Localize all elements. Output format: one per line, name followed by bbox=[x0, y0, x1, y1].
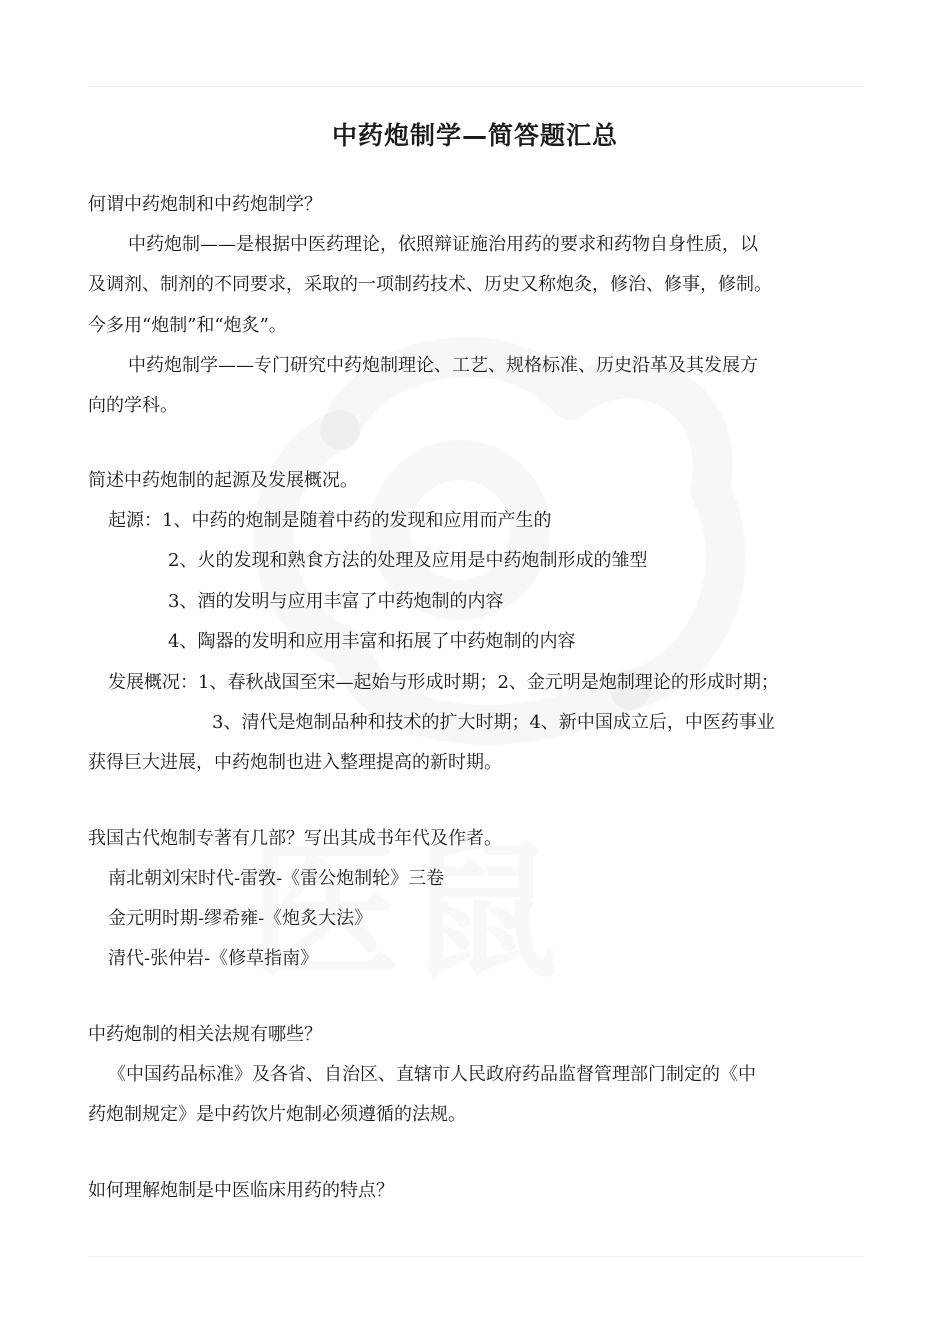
list-item: 南北朝刘宋时代-雷敩-《雷公炮制轮》三卷 bbox=[108, 868, 445, 889]
question-1-heading: 何谓中药炮制和中药炮制学？ bbox=[88, 194, 322, 215]
paragraph-line: 《中国药品标准》及各省、自治区、直辖市人民政府药品监督管理部门制定的《中 bbox=[108, 1064, 756, 1085]
question-4-heading: 中药炮制的相关法规有哪些？ bbox=[88, 1024, 322, 1045]
list-item: 清代-张仲岩-《修草指南》 bbox=[108, 948, 319, 969]
page-title: 中药炮制学—简答题汇总 bbox=[331, 121, 618, 150]
list-item: 4、陶器的发明和应用丰富和拓展了中药炮制的内容 bbox=[168, 631, 576, 652]
paragraph-line: 今多用“炮制”和“炮炙”。 bbox=[88, 315, 287, 336]
question-3-heading: 我国古代炮制专著有几部？写出其成书年代及作者。 bbox=[88, 828, 502, 849]
paragraph-line: 获得巨大进展，中药炮制也进入整理提高的新时期。 bbox=[88, 752, 502, 773]
watermark-mouse-logo bbox=[210, 310, 770, 1010]
list-item: 金元明时期-缪希雍-《炮炙大法》 bbox=[108, 908, 373, 929]
list-item: 发展概况：1、春秋战国至宋—起始与形成时期；2、金元明是炮制理论的形成时期； bbox=[108, 672, 779, 693]
watermark-text bbox=[250, 790, 720, 1006]
paragraph-line: 中药炮制——是根据中医药理论，依照辩证施治用药的要求和药物自身性质，以 bbox=[128, 234, 758, 255]
list-item: 起源：1、中药的炮制是随着中药的发现和应用而产生的 bbox=[108, 510, 552, 531]
list-item: 3、清代是炮制品种和技术的扩大时期；4、新中国成立后，中医药事业 bbox=[212, 712, 775, 733]
list-item: 2、火的发现和熟食方法的处理及应用是中药炮制形成的雏型 bbox=[168, 550, 648, 571]
paragraph-line: 及调剂、制剂的不同要求，采取的一项制药技术、历史又称炮灸，修治、修事，修制。 bbox=[88, 274, 772, 295]
question-5-heading: 如何理解炮制是中医临床用药的特点？ bbox=[88, 1180, 394, 1201]
header-rule bbox=[88, 86, 864, 87]
question-2-heading: 简述中药炮制的起源及发展概况。 bbox=[88, 470, 358, 491]
list-item: 3、酒的发明与应用丰富了中药炮制的内容 bbox=[168, 591, 504, 612]
paragraph-line: 中药炮制学——专门研究中药炮制理论、工艺、规格标准、历史沿革及其发展方 bbox=[128, 355, 758, 376]
paragraph-line: 药炮制规定》是中药饮片炮制必须遵循的法规。 bbox=[88, 1104, 466, 1125]
paragraph-line: 向的学科。 bbox=[88, 395, 178, 416]
footer-rule bbox=[88, 1256, 864, 1257]
